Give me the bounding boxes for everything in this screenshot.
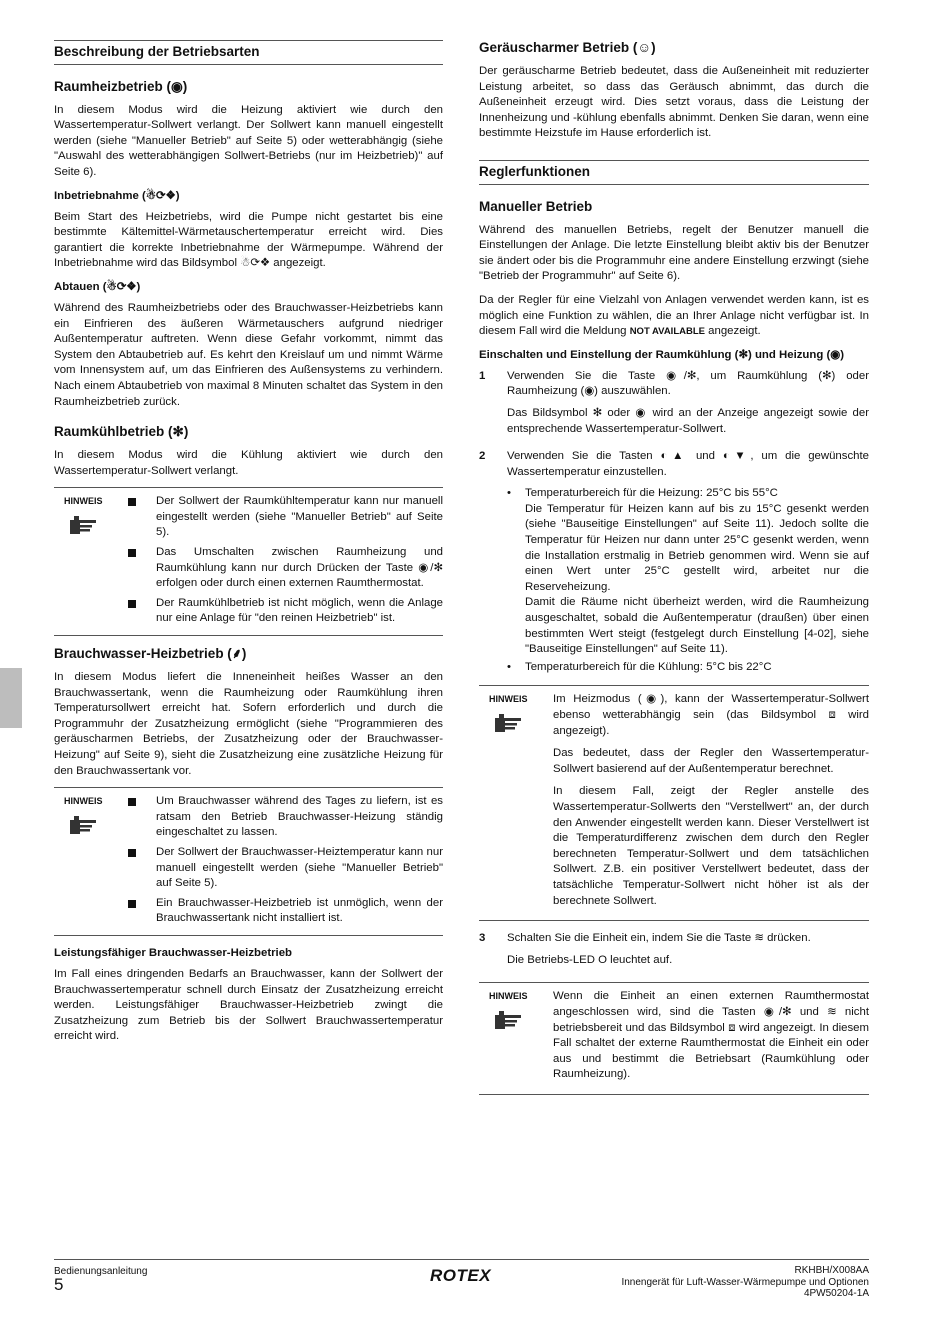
- chapter-tab: [0, 668, 22, 728]
- note-label: HINWEIS: [64, 496, 103, 507]
- abtauen-text: Während des Raumheizbetriebs oder des Brauchwasser-Heizbetriebs kann ein Einfrieren des äußeren Wärmetauschers aufgrund niedriger Außentemperatur auftreten. Wenn diese Gefahr vorkommt, nimmt das System den Abtaubetrieb auf. Es kehrt den Kreislauf um und nimmt Wärme vom Innensystem auf, um das Einfrieren des Außensystems zu verhindern. Nach einem Abtaubetrieb von maximal 8 Minuten schaltet das System in den Raumheizbetrieb zurück.: [54, 301, 443, 408]
- rotex-logo: ROTEX: [430, 1266, 492, 1285]
- right-column: [479, 40, 869, 1105]
- geraeusch-text: Der geräuscharme Betrieb bedeutet, dass die Außeneinheit mit reduzierter Leistung arbeitet, so dass das Geräusch abnimmt, das durch die Außeneinheit erzeugt wird. Dies setzt voraus, dass die Leistung der Innenheizung und -kühlung ebenfalls abnimmt. Denken Sie daran, wenn eine bestimmte Heizstufe im Hause erforderlich ist.: [479, 65, 869, 140]
- footer-doc-number: 4PW50204-1A: [803, 1288, 869, 1299]
- footer-doc-type: Bedienungsanleitung: [54, 1266, 148, 1277]
- footer-model: RKHBH/X008AA: [794, 1265, 869, 1276]
- abtauen-heading: Abtauen (☃⟳❖): [54, 280, 141, 293]
- inbetrieb-text: Beim Start des Heizbetriebs, wird die Pumpe nicht gestartet bis eine bestimmte Kältemittel-Wärmetauschertemperatur erreicht wird. Dies garantiert die korrekte Inbetriebnahme der Wärmepumpe. Während der Inbetriebnahme wird das Bildsymbol ☃⟳❖ angezeigt.: [54, 210, 443, 270]
- list-item: Das Umschalten zwischen Raumheizung und Raumkühlung kann nur durch Drücken der Taste ◉/✻ erfolgen oder durch einen externen Raumthermostat.: [128, 545, 443, 592]
- list-item: • Temperaturbereich für die Heizung: 25°C bis 55°C Die Temperatur für Heizen kann auf bis zu 15°C gesenkt werden (siehe "Bauseitige Einstellungen" auf Seite 11). Jedoch sollte die Temperatur für Heizen nur dann unter 25°C gesenkt werden, wenn die Installation erstmalig in Betrieb genommen wird. Wenn sie auf einen Wert unter 25°C gestellt wird, arbeitet nur die Reserveheizung. Damit die Räume nicht überheizt werden, wird die Raumheizung ausgeschaltet, sobald die Außentemperatur (draußen) über einen bestimmten Wert steigt (festgelegt durch Einstellung [4-02], siehe "Bauseitige Einstellungen" auf Seite 11).: [507, 487, 869, 656]
- hand-pointer-icon: [68, 516, 128, 542]
- list-item: • Temperaturbereich für die Kühlung: 5°C bis 22°C: [507, 660, 772, 673]
- note-raumkuehl: [54, 487, 443, 636]
- leistung-text: Im Fall eines dringenden Bedarfs an Brauchwasser, kann der Sollwert der Brauchwassertemperatur schnell durch Einsatz der Zusatzheizung erreicht werden. Leistungsfähiger Brauchwasser-Heizbetrieb zwingt die Zusatzheizung zum Betrieb bis der Sollwert Brauchwassertemperatur erreicht wird.: [54, 967, 443, 1043]
- page-number: 5: [54, 1275, 64, 1294]
- not-available-label: NOT AVAILABLE: [629, 326, 705, 338]
- hand-pointer-icon: [493, 714, 553, 740]
- hand-pointer-icon: [68, 816, 128, 842]
- note-label: HINWEIS: [489, 694, 528, 705]
- list-item: Um Brauchwasser während des Tages zu liefern, ist es ratsam den Betrieb Brauchwasser-Heizung ständig eingeschaltet zu lassen.: [128, 794, 443, 841]
- brauchwasser-text: In diesem Modus liefert die Inneneinheit heißes Wasser an den Brauchwassertank, wenn die Raumheizung oder Raumkühlung ihren Temperatursollwert erreicht hat. Sofern erforderlich und durch die Programmuhr der Zusatzheizung ermöglicht (siehe "Programmieren des geräuscharmen Betriebs, der Zusatzheizung oder der Brauchwasser-Heizung" auf Seite 9), sieht die Zusatzheizung eine zusätzliche Heizung für den Brauchwassertank vor.: [54, 671, 443, 777]
- note-label: HINWEIS: [489, 991, 528, 1002]
- list-item: Ein Brauchwasser-Heizbetrieb ist unmöglich, wenn der Brauchwassertank nicht installiert ist.: [128, 896, 443, 927]
- inbetrieb-heading: Inbetriebnahme (☃⟳❖): [54, 189, 180, 202]
- step-1: 1 Verwenden Sie die Taste ◉/✻, um Raumkühlung (✻) oder Raumheizung (◉) auszuwählen. Das Bildsymbol ✻ oder ◉ wird an der Anzeige angezeigt sowie der entsprechende Wassertemperatur-Sollwert.: [479, 369, 869, 435]
- note-heizmodus: HINWEIS Im Heizmodus (◉), kann der Wassertemperatur-Sollwert ebenso wetterabhängig sein (das Bildsymbol ⧈ wird angezeigt). Das bedeutet, dass der Regler den Wassertemperatur-Sollwert basierend auf der Außentemperatur berechnet. In diesem Fall, zeigt der Regler anstelle des Wassertemperatur-Sollwerts den "Verstellwert" an, der durch den Anwender eingestellt werden kann. Dieser Verstellwert ist die Temperaturdifferenz zwischen dem durch den Regler berechneten Temperatur-Sollwert und dem tatsächlichen Sollwert. Z.B. ein positiver Verstellwert bedeutet, dass der tatsächliche Temperatur-Sollwert nicht höher ist als der berechnete Sollwert.: [479, 685, 869, 921]
- list-item: Der Raumkühlbetrieb ist nicht möglich, wenn die Anlage nur eine Anlage für "den reinen Heizbetrieb" ist.: [128, 596, 443, 627]
- step-3: 3 Schalten Sie die Einheit ein, indem Sie die Taste ≋ drücken. Die Betriebs-LED O leuchtet auf.: [479, 932, 811, 966]
- raumheiz-heading: Raumheizbetrieb (◉): [54, 78, 188, 94]
- footer-description: Innengerät für Luft-Wasser-Wärmepumpe und Optionen: [621, 1276, 869, 1288]
- brauchwasser-heading: Brauchwasser-Heizbetrieb (⸙): [54, 646, 247, 662]
- footer-divider: [54, 1259, 869, 1260]
- section-title: Beschreibung der Betriebsarten: [54, 40, 443, 65]
- geraeusch-heading: Geräuscharmer Betrieb (☺): [479, 40, 656, 55]
- list-item: Der Sollwert der Brauchwasser-Heiztemperatur kann nur manuell eingestellt werden (siehe "Manueller Betrieb" auf Seite 5).: [128, 845, 443, 892]
- step-2: 2 Verwenden Sie die Tasten ◐▲ und ◐▼, um die gewünschte Wassertemperatur einzustellen. • Temperaturbereich für die Heizung: 25°C bis 55°C Die Temperatur für Heizen kann auf bis zu 15°C gesenkt werden (siehe "Bauseitige Einstellungen" auf Seite 11). Jedoch sollte die Temperatur für Heizen nur dann unter 25°C gesenkt werden, wenn die Installation erstmalig in Betrieb genommen wird. Wenn sie auf einen Wert unter 25°C gestellt wird, arbeitet nur die Reserveheizung. Damit die Räume nicht überheizt werden, wird die Raumheizung ausgeschaltet, sobald die Außentemperatur (draußen) über einen bestimmten Wert steigt (festgelegt durch Einstellung [4-02], siehe "Bauseitige Einstellungen" auf Seite 11). • Temperaturbereich für die Kühlung: 5°C bis 22°C: [479, 449, 869, 677]
- manuell-heading: Manueller Betrieb: [479, 198, 593, 214]
- note-label: HINWEIS: [64, 796, 103, 807]
- raumkuehl-text: In diesem Modus wird die Kühlung aktiviert wie durch den Wassertemperatur-Sollwert verlangt.: [54, 449, 443, 477]
- einschalt-heading: Einschalten und Einstellung der Raumkühlung (✻) und Heizung (◉): [479, 348, 844, 361]
- list-item: Der Sollwert der Raumkühltemperatur kann nur manuell eingestellt werden (siehe "Manueller Betrieb" auf Seite 5).: [128, 494, 443, 541]
- raumkuehl-heading: Raumkühlbetrieb (✻): [54, 424, 189, 440]
- footer-info: [621, 1265, 869, 1300]
- regler-title: Reglerfunktionen: [479, 160, 869, 185]
- manuell-text2: Da der Regler für eine Vielzahl von Anlagen verwendet werden kann, ist es möglich eine Funktion zu wählen, die an Ihrer Anlage nicht verfügbar ist. In diesem Fall wird die Meldung NOT AVAILABLE angezeigt.: [479, 293, 869, 338]
- manuell-text1: Während des manuellen Betriebs, regelt der Benutzer manuell die Einstellungen der Anlage. Die letzte Einstellung bleibt aktiv bis der Benutzer sie ändert oder bis die Programmuhr eine andere Einstellung erzwingt (siehe "Betrieb der Programmuhr" auf Seite 6).: [479, 223, 869, 283]
- leistung-heading: Leistungsfähiger Brauchwasser-Heizbetrieb: [54, 946, 293, 959]
- raumheiz-text: In diesem Modus wird die Heizung aktiviert wie durch den Wassertemperatur-Sollwert verlangt. Der Sollwert kann manuell eingestellt werden (siehe "Manueller Betrieb" auf Seite 5) oder wetterabhängig (siehe "Auswahl des wetterabhängigen Sollwert-Betriebs (nur im Heizbetrieb)" auf Seite 6).: [54, 103, 443, 178]
- note-brauchwasser: [54, 787, 443, 936]
- left-column: [54, 40, 443, 1053]
- note-raumthermostat: HINWEIS Wenn die Einheit an einen externen Raumthermostat angeschlossen wird, sind die Tasten ◉/✻ und ≋ nicht betriebsbereit und das Bildsymbol ⧈ wird angezeigt. In diesem Fall schaltet der externe Raumthermostat die Einheit ein oder aus und bestimmt die Betriebsart (Raumkühlung oder Raumheizung).: [479, 982, 869, 1095]
- hand-pointer-icon: [493, 1011, 553, 1037]
